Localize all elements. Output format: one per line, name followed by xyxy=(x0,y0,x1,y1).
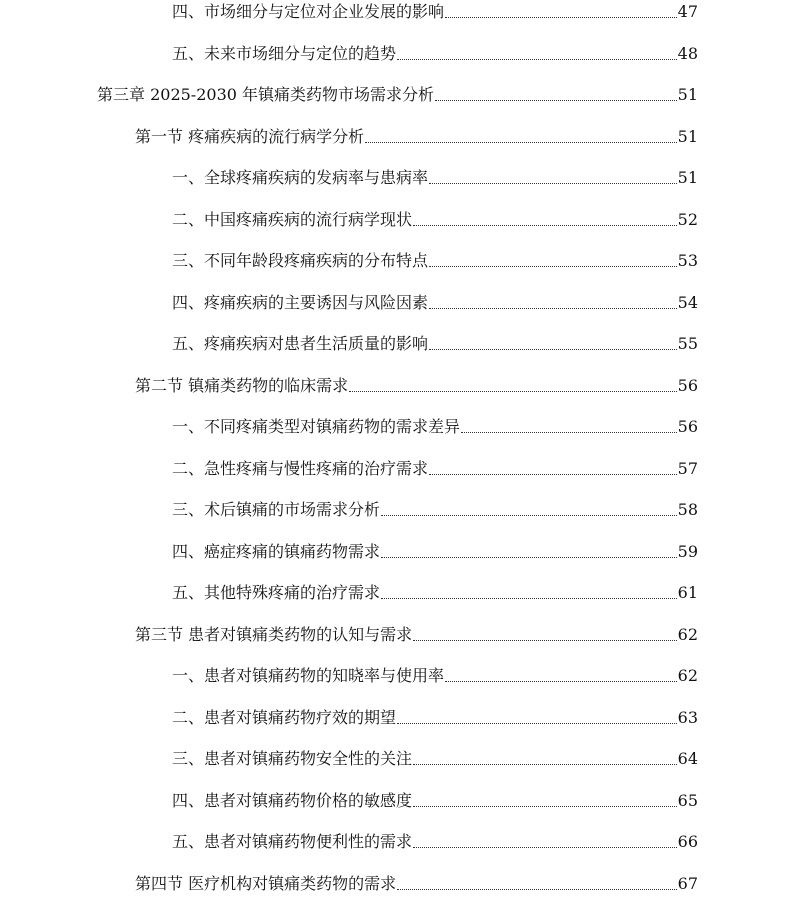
toc-item-entry[interactable] xyxy=(172,287,698,313)
toc-item-entry[interactable] xyxy=(172,328,698,354)
toc-entry-page-number: 62 xyxy=(677,666,698,685)
toc-item-entry[interactable] xyxy=(172,453,698,479)
toc-entry-page-number: 51 xyxy=(677,126,698,146)
toc-entry-title: 三、术后镇痛的市场需求分析 xyxy=(172,500,381,519)
toc-entry-title: 二、急性疼痛与慢性疼痛的治疗需求 xyxy=(172,458,429,478)
dot-leader xyxy=(429,308,677,309)
toc-item-entry[interactable] xyxy=(172,785,698,811)
toc-entry-page-number: 67 xyxy=(677,873,698,893)
toc-chapter-entry[interactable] xyxy=(97,79,698,105)
toc-item-entry[interactable] xyxy=(172,743,698,769)
toc-item-entry[interactable] xyxy=(172,38,698,64)
toc-entry-title: 一、不同疼痛类型对镇痛药物的需求差异 xyxy=(172,417,461,436)
toc-entry-title: 第四节 医疗机构对镇痛类药物的需求 xyxy=(135,873,397,893)
toc-entry-title: 一、全球疼痛疾病的发病率与患病率 xyxy=(172,168,429,187)
toc-entry-title: 第三节 患者对镇痛类药物的认知与需求 xyxy=(135,624,413,644)
toc-section-entry[interactable] xyxy=(135,619,698,645)
toc-entry-title: 五、未来市场细分与定位的趋势 xyxy=(172,43,397,63)
toc-entry-page-number: 52 xyxy=(677,209,698,229)
dot-leader xyxy=(413,806,677,807)
dot-leader xyxy=(461,432,677,433)
toc-section-entry[interactable] xyxy=(135,121,698,147)
toc-item-entry[interactable] xyxy=(172,577,698,603)
toc-entry-title: 四、癌症疼痛的镇痛药物需求 xyxy=(172,541,381,561)
toc-entry-title: 第三章 2025-2030 年镇痛类药物市场需求分析 xyxy=(97,85,435,104)
toc-entry-page-number: 57 xyxy=(677,458,698,478)
toc-entry-title: 三、患者对镇痛药物安全性的关注 xyxy=(172,749,413,768)
dot-leader xyxy=(365,142,677,143)
dot-leader xyxy=(413,764,677,765)
toc-item-entry[interactable] xyxy=(172,204,698,230)
dot-leader xyxy=(381,557,677,558)
toc-item-entry[interactable] xyxy=(172,536,698,562)
toc-section-entry[interactable] xyxy=(135,370,698,396)
dot-leader xyxy=(445,17,677,18)
toc-entry-page-number: 66 xyxy=(677,832,698,851)
toc-entry-title: 二、患者对镇痛药物疗效的期望 xyxy=(172,707,397,727)
dot-leader xyxy=(349,391,677,392)
toc-entry-page-number: 53 xyxy=(677,251,698,270)
toc-entry-page-number: 55 xyxy=(677,334,698,353)
dot-leader xyxy=(429,183,677,184)
toc-item-entry[interactable] xyxy=(172,826,698,852)
toc-entry-page-number: 51 xyxy=(677,168,698,187)
dot-leader xyxy=(429,266,677,267)
toc-entry-page-number: 59 xyxy=(677,541,698,561)
toc-entry-title: 一、患者对镇痛药物的知晓率与使用率 xyxy=(172,666,445,685)
toc-entry-page-number: 61 xyxy=(677,583,698,602)
toc-entry-page-number: 62 xyxy=(677,624,698,644)
toc-entry-page-number: 54 xyxy=(677,292,698,312)
toc-entry-page-number: 56 xyxy=(677,417,698,436)
toc-entry-page-number: 63 xyxy=(677,707,698,727)
toc-item-entry[interactable] xyxy=(172,162,698,188)
toc-item-entry[interactable] xyxy=(172,245,698,271)
dot-leader xyxy=(413,225,677,226)
toc-entry-title: 四、患者对镇痛药物价格的敏感度 xyxy=(172,790,413,810)
toc-entry-page-number: 58 xyxy=(677,500,698,519)
dot-leader xyxy=(429,474,677,475)
toc-entry-title: 二、中国疼痛疾病的流行病学现状 xyxy=(172,209,413,229)
dot-leader xyxy=(381,598,677,599)
dot-leader xyxy=(397,59,677,60)
toc-entry-page-number: 48 xyxy=(677,43,698,63)
dot-leader xyxy=(413,640,677,641)
toc-entry-title: 四、疼痛疾病的主要诱因与风险因素 xyxy=(172,292,429,312)
dot-leader xyxy=(397,723,677,724)
toc-entry-page-number: 65 xyxy=(677,790,698,810)
toc-entry-page-number: 47 xyxy=(677,2,698,21)
toc-item-entry[interactable] xyxy=(172,411,698,437)
toc-entry-title: 五、其他特殊疼痛的治疗需求 xyxy=(172,583,381,602)
dot-leader xyxy=(435,100,677,101)
toc-entry-page-number: 64 xyxy=(677,749,698,768)
toc-entry-title: 第一节 疼痛疾病的流行病学分析 xyxy=(135,126,365,146)
toc-section-entry[interactable] xyxy=(135,868,698,894)
toc-item-entry[interactable] xyxy=(172,494,698,520)
toc-entry-title: 五、患者对镇痛药物便利性的需求 xyxy=(172,832,413,851)
dot-leader xyxy=(413,847,677,848)
toc-entry-title: 第二节 镇痛类药物的临床需求 xyxy=(135,375,349,395)
toc-entry-page-number: 56 xyxy=(677,375,698,395)
toc-entry-title: 五、疼痛疾病对患者生活质量的影响 xyxy=(172,334,429,353)
toc-entry-title: 四、市场细分与定位对企业发展的影响 xyxy=(172,2,445,21)
dot-leader xyxy=(397,889,677,890)
toc-item-entry[interactable] xyxy=(172,702,698,728)
toc-item-entry[interactable] xyxy=(172,660,698,686)
toc-entry-title: 三、不同年龄段疼痛疾病的分布特点 xyxy=(172,251,429,270)
dot-leader xyxy=(381,515,677,516)
dot-leader xyxy=(445,681,677,682)
toc-item-entry[interactable] xyxy=(172,0,698,22)
toc-entry-page-number: 51 xyxy=(677,85,698,104)
dot-leader xyxy=(429,349,677,350)
